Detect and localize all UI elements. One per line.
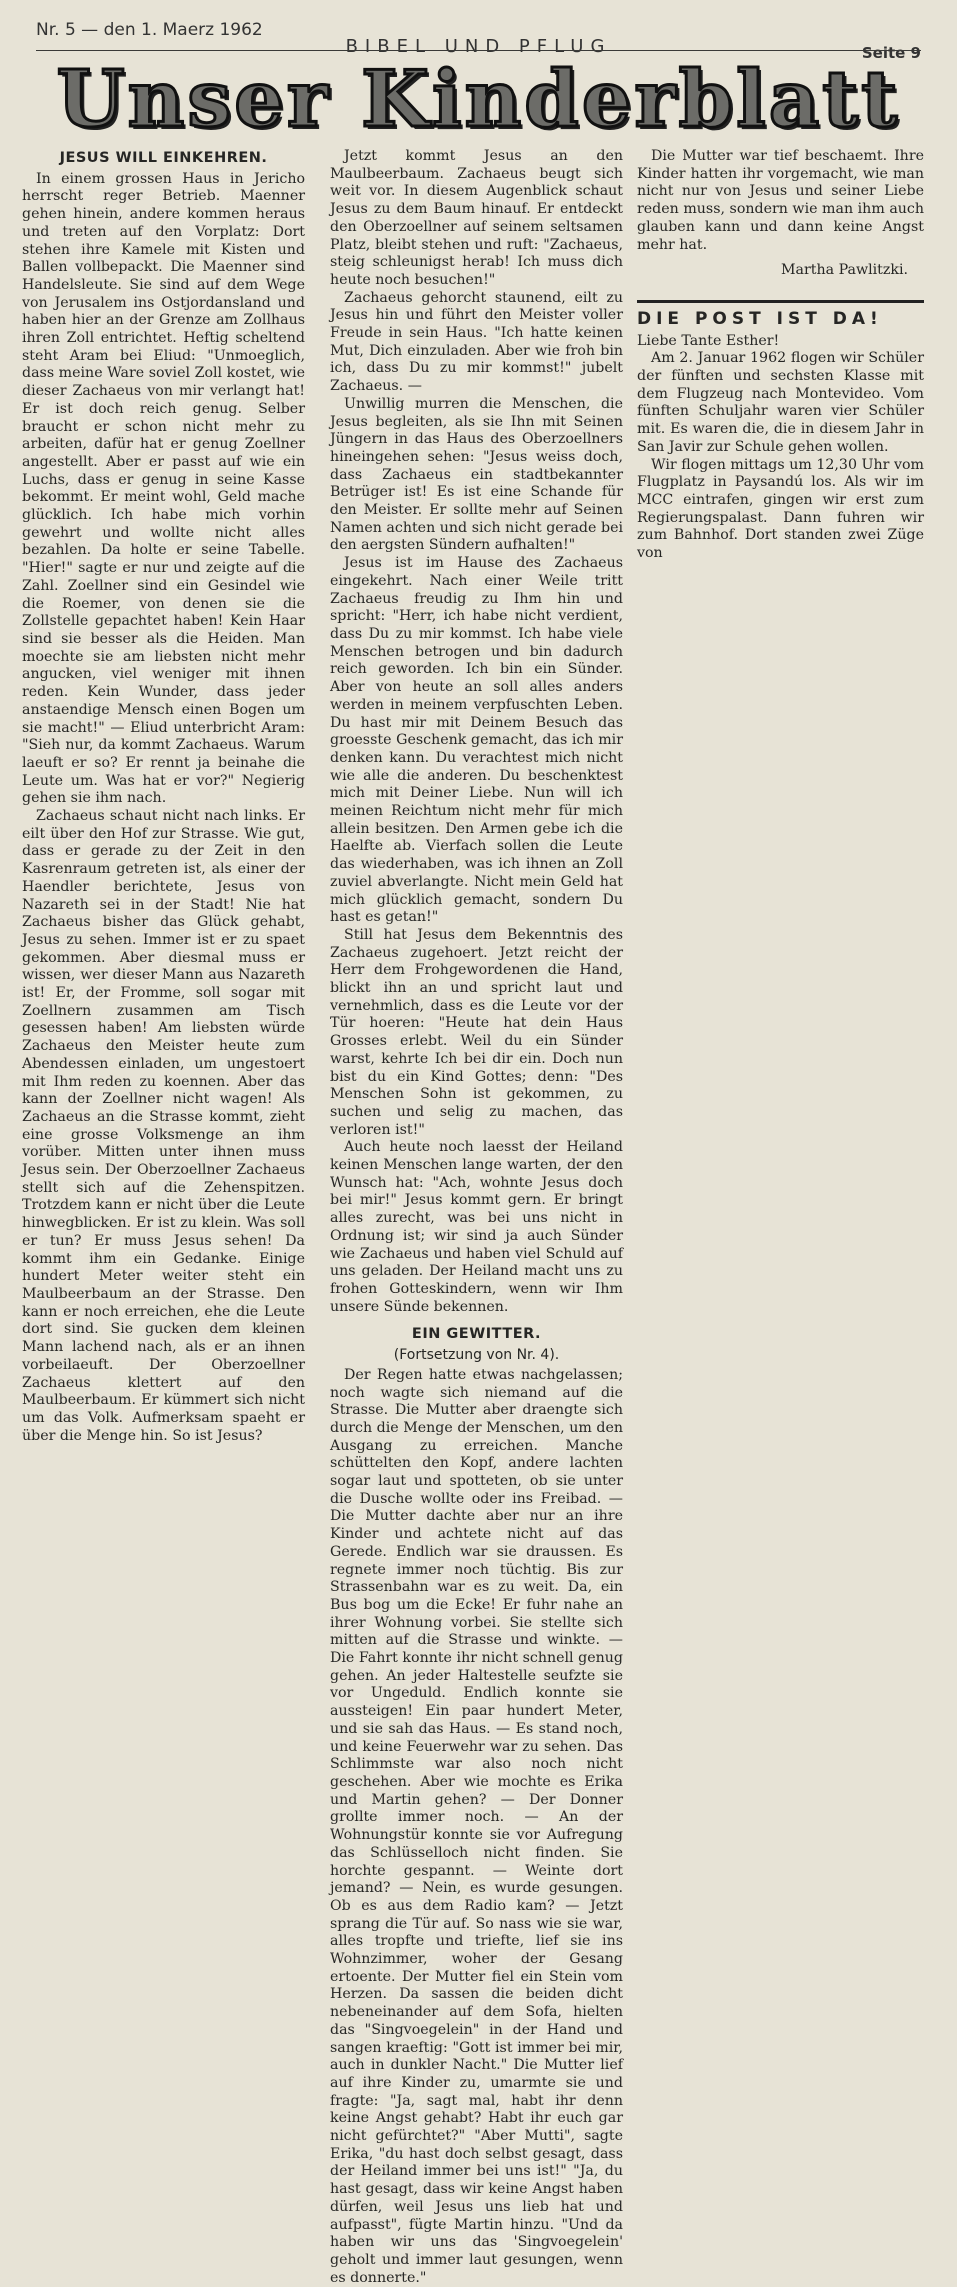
letter-salutation: Liebe Tante Esther! [637,332,780,349]
issue-info: Nr. 5 — den 1. Maerz 1962 [36,20,263,40]
article-paragraph: Zachaeus gehorcht staunend, eilt zu Jesus hin und führt den Meister voller Freude in sein Haus. "Ich hatte keinen Mut, Dich einzuladen. Aber wie froh bin ich, dass Du zu mir kommst!" jubelt Zachaeus. — [330,289,623,395]
article-subtitle: (Fortsetzung von Nr. 4). [393,1347,560,1364]
article-paragraph: Still hat Jesus dem Bekenntnis des Zachaeus zugehoert. Jetzt reicht der Herr dem Frohgewordenen die Hand, blickt ihn an und spricht laut und vernehmlich, dass es die Leute vor der Tür hoeren: "Heute hat dein Haus Grosses erlebt. Weil du ein Sünder warst, kehrte Ich bei dir ein. Doch nun bist du ein Kind Gottes; denn: "Des Menschen Sohn ist gekommen, zu suchen und selig zu machen, das verloren ist!" [330,926,623,1138]
section-title-post: DIE POST IST DA! [637,300,924,329]
article-title-gewitter: EIN GEWITTER. [411,1326,542,1343]
publication-name: BIBEL UND PFLUG [345,36,612,57]
column-3 [637,148,924,563]
column-2 [330,148,623,2287]
article-paragraph: Die Mutter war tief beschaemt. Ihre Kinder hatten ihr vorgemacht, wie man nicht nur von Jesus und seiner Liebe reden muss, sondern wie man ihm auch glauben kann und dann keine Angst mehr hat. [637,148,924,253]
article-title-jesus: JESUS WILL EINKEHREN. [59,150,268,166]
article-paragraph: Der Regen hatte etwas nachgelassen; noch wagte sich niemand auf die Strasse. Die Mutter aber draengte sich durch die Menge der Menschen, um den Ausgang zu erreichen. Manche schüttelten den Kopf, andere lachten sogar laut und spotteten, ob sie unter die Dusche wollte oder ins Freibad. — Die Mutter dachte aber nur an ihre Kinder und achtete nicht auf das Gerede. Endlich war sie draussen. Es regnete immer noch tüchtig. Bis zur Strassenbahn war es zu weit. Da, ein Bus bog um die Ecke! Er fuhr nahe an ihrer Wohnung vorbei. Sie stellte sich mitten auf die Strasse und winkte. — Die Fahrt konnte ihr nicht schnell genug gehen. An jeder Haltestelle seufzte sie vor Ungeduld. Endlich konnte sie aussteigen! Ein paar hundert Meter, und sie sah das Haus. — Es stand noch, und keine Feuerwehr war zu sehen. Das Schlimmste war also noch nicht geschehen. Aber wie mochte es Erika und Martin gehen? — Der Donner grollte immer noch. — An der Wohnungstür konnte sie vor Aufregung das Schlüsselloch nicht finden. Sie horchte gespannt. — Weinte dort jemand? — Nein, es wurde gesungen. Ob es aus dem Radio kam? — Jetzt sprang die Tür auf. So nass wie sie war, alles tropfte und triefte, lief sie ins Wohnzimmer, woher der Gesang ertoente. Der Mutter fiel ein Stein vom Herzen. Da sassen die beiden dicht nebeneinander auf dem Sofa, hielten das "Singvoegelein" in der Hand und sangen kraeftig: "Gott ist immer bei mir, auch in dunkler Nacht." Die Mutter lief auf ihre Kinder zu, umarmte sie und fragte: "Ja, sagt mal, habt ihr denn keine Angst gehabt? Habt ihr euch gar nicht gefürchtet?" "Aber Mutti", sagte Erika, "du hast doch selbst gesagt, dass der Heiland immer bei uns ist!" "Ja, du hast gesagt, dass wir keine Angst haben dürfen, weil Jesus uns lieb hat und aufpasst", fügte Martin hinzu. "Und da haben wir uns das 'Singvoegelein' geholt und immer laut gesungen, wenn es donnerte." [330,1366,623,2286]
masthead-title: Unser Kinderblatt [56,54,901,145]
header-rule [36,50,921,51]
article-paragraph: Am 2. Januar 1962 flogen wir Schüler der fünften und sechsten Klasse mit dem Flugzeug nach Montevideo. Vom fünften Schuljahr waren vier Schüler mit. Es waren die, die in diesem Jahr in San Javir zur Schule gehen wollen. [637,350,924,455]
article-paragraph: In einem grossen Haus in Jericho herrscht reger Betrieb. Maenner gehen hinein, andere kommen heraus und treten auf den Vorplatz: Dort stehen ihre Kamele mit Kisten und Ballen vollbepackt. Die Maenner sind Handelsleute. Sie sind auf dem Wege von Jerusalem ins Ostjordansland und haben hier an der Grenze am Zollhaus ihren Zoll entrichtet. Heftig scheltend steht Aram bei Eliud: "Unmoeglich, dass meine Ware soviel Zoll kostet, wie dieser Zachaeus von mir verlangt hat! Er ist doch reich genug. Selber braucht er schon nicht mehr zu arbeiten, dafür hat er genug Zoellner angestellt. Aber er passt auf wie ein Luchs, dass er genug in seine Kasse bekommt. Er meint wohl, Geld mache glücklich. Ich habe mich vorhin gewehrt und wollte nicht alles bezahlen. Da holte er seine Tabelle. "Hier!" sagte er nur und zeigte auf die Zahl. Zoellner sind ein Gesindel wie die Roemer, von denen sie die Zollstelle gepachtet haben! Kein Haar sind sie besser als die Heiden. Man moechte sie am liebsten nicht mehr angucken, viel weniger mit ihnen reden. Kein Wunder, dass jeder anstaendige Mensch einen Bogen um sie macht!" — Eliud unterbricht Aram: "Sieh nur, da kommt Zachaeus. Warum laeuft er so? Er rennt ja beinahe die Leute um. Was hat er vor?" Negierig gehen sie ihm nach. [22,170,305,807]
author-signature: Martha Pawlitzki. [781,262,908,279]
article-paragraph: Wir flogen mittags um 12,30 Uhr vom Flugplatz in Paysandú los. Als wir im MCC eintrafen, gingen wir erst zum Regierungspalast. Dann fuhren wir zum Bahnhof. Dort standen zwei Züge von [637,456,924,562]
article-paragraph: Jesus ist im Hause des Zachaeus eingekehrt. Nach einer Weile tritt Zachaeus freudig zu Ihm hin und spricht: "Herr, ich habe nicht verdient, dass Du zu mir kommst. Ich habe viele Menschen betrogen und bin dadurch reich geworden. Ich bin ein Sünder. Aber von heute an soll alles anders werden in meinem verpfuschten Leben. Du hast mir mit Deinem Besuch das groesste Geschenk gemacht, das ich mir denken kann. Du verachtest mich nicht wie alle die anderen. Du beschenktest mich mit Deiner Liebe. Nun will ich meinen Reichtum nicht mehr für mich allein besitzen. Den Armen gebe ich die Haelfte ab. Vierfach sollen die Leute das wiederhaben, was ich ihnen an Zoll zuviel abverlangte. Nicht mein Geld hat mich glücklich gemacht, sondern Du hast es getan!" [330,555,623,926]
article-paragraph: Unwillig murren die Menschen, die Jesus begleiten, als sie Ihn mit Seinen Jüngern in das Haus des Oberzoellners hineingehen sehen: "Jesus weiss doch, dass Zachaeus ein stadtbekannter Betrüger ist! Es ist eine Schande für den Meister. Er sollte mehr auf Seinen Namen achten und sich nicht gerade bei den aergsten Sündern aufhalten!" [330,395,623,554]
column-1 [22,148,305,1445]
page-number: Seite 9 [861,44,921,62]
article-paragraph: Zachaeus schaut nicht nach links. Er eilt über den Hof zur Strasse. Wie gut, dass er gerade zu der Zeit in den Kasrenraum getreten ist, als einer der Haendler berichtete, Jesus von Nazareth sei in der Stadt! Nie hat Zachaeus bisher das Glück gehabt, Jesus zu sehen. Immer ist er zu spaet gekommen. Aber diesmal muss er wissen, wer dieser Mann aus Nazareth ist! Er, der Fromme, soll sogar mit Zoellnern zusammen am Tisch gesessen haben! Am liebsten würde Zachaeus den Meister heute zum Abendessen einladen, um ungestoert mit Ihm reden zu koennen. Aber das kann der Zoellner nicht wagen! Als Zachaeus an die Strasse kommt, zieht eine grosse Volksmenge an ihm vorüber. Mitten unter ihnen muss Jesus sein. Der Oberzoellner Zachaeus stellt sich auf die Zehenspitzen. Trotzdem kann er nicht über die Leute hinwegblicken. Er ist zu klein. Was soll er tun? Er muss Jesus sehen! Da kommt ihm ein Gedanke. Einige hundert Meter weiter steht ein Maulbeerbaum an der Strasse. Den kann er noch erreichen, ehe die Leute dort sind. Sie gucken dem kleinen Mann lachend nach, als er an ihnen vorbeilaeuft. Der Oberzoellner Zachaeus klettert auf den Maulbeerbaum. Er kümmert sich nicht um das Volk. Aufmerksam spaeht er über die Menge hin. So ist Jesus? [22,808,305,1444]
article-paragraph: Auch heute noch laesst der Heiland keinen Menschen lange warten, der den Wunsch hat: "Ach, wohnte Jesus doch bei mir!" Jesus kommt gern. Er bringt alles zurecht, was bei uns nicht in Ordnung ist; wir sind ja auch Sünder wie Zachaeus und haben viel Schuld auf uns geladen. Der Heiland macht uns zu frohen Gotteskindern, wenn wir Ihm unsere Sünde bekennen. [330,1139,623,1315]
article-paragraph: Jetzt kommt Jesus an den Maulbeerbaum. Zachaeus beugt sich weit vor. In diesem Augenblick schaut Jesus zu dem Baum hinauf. Er entdeckt den Oberzoellner auf seinem seltsamen Platz, bleibt stehen und ruft: "Zachaeus, steig schleunigst herab! Ich muss dich heute noch besuchen!" [330,148,623,288]
